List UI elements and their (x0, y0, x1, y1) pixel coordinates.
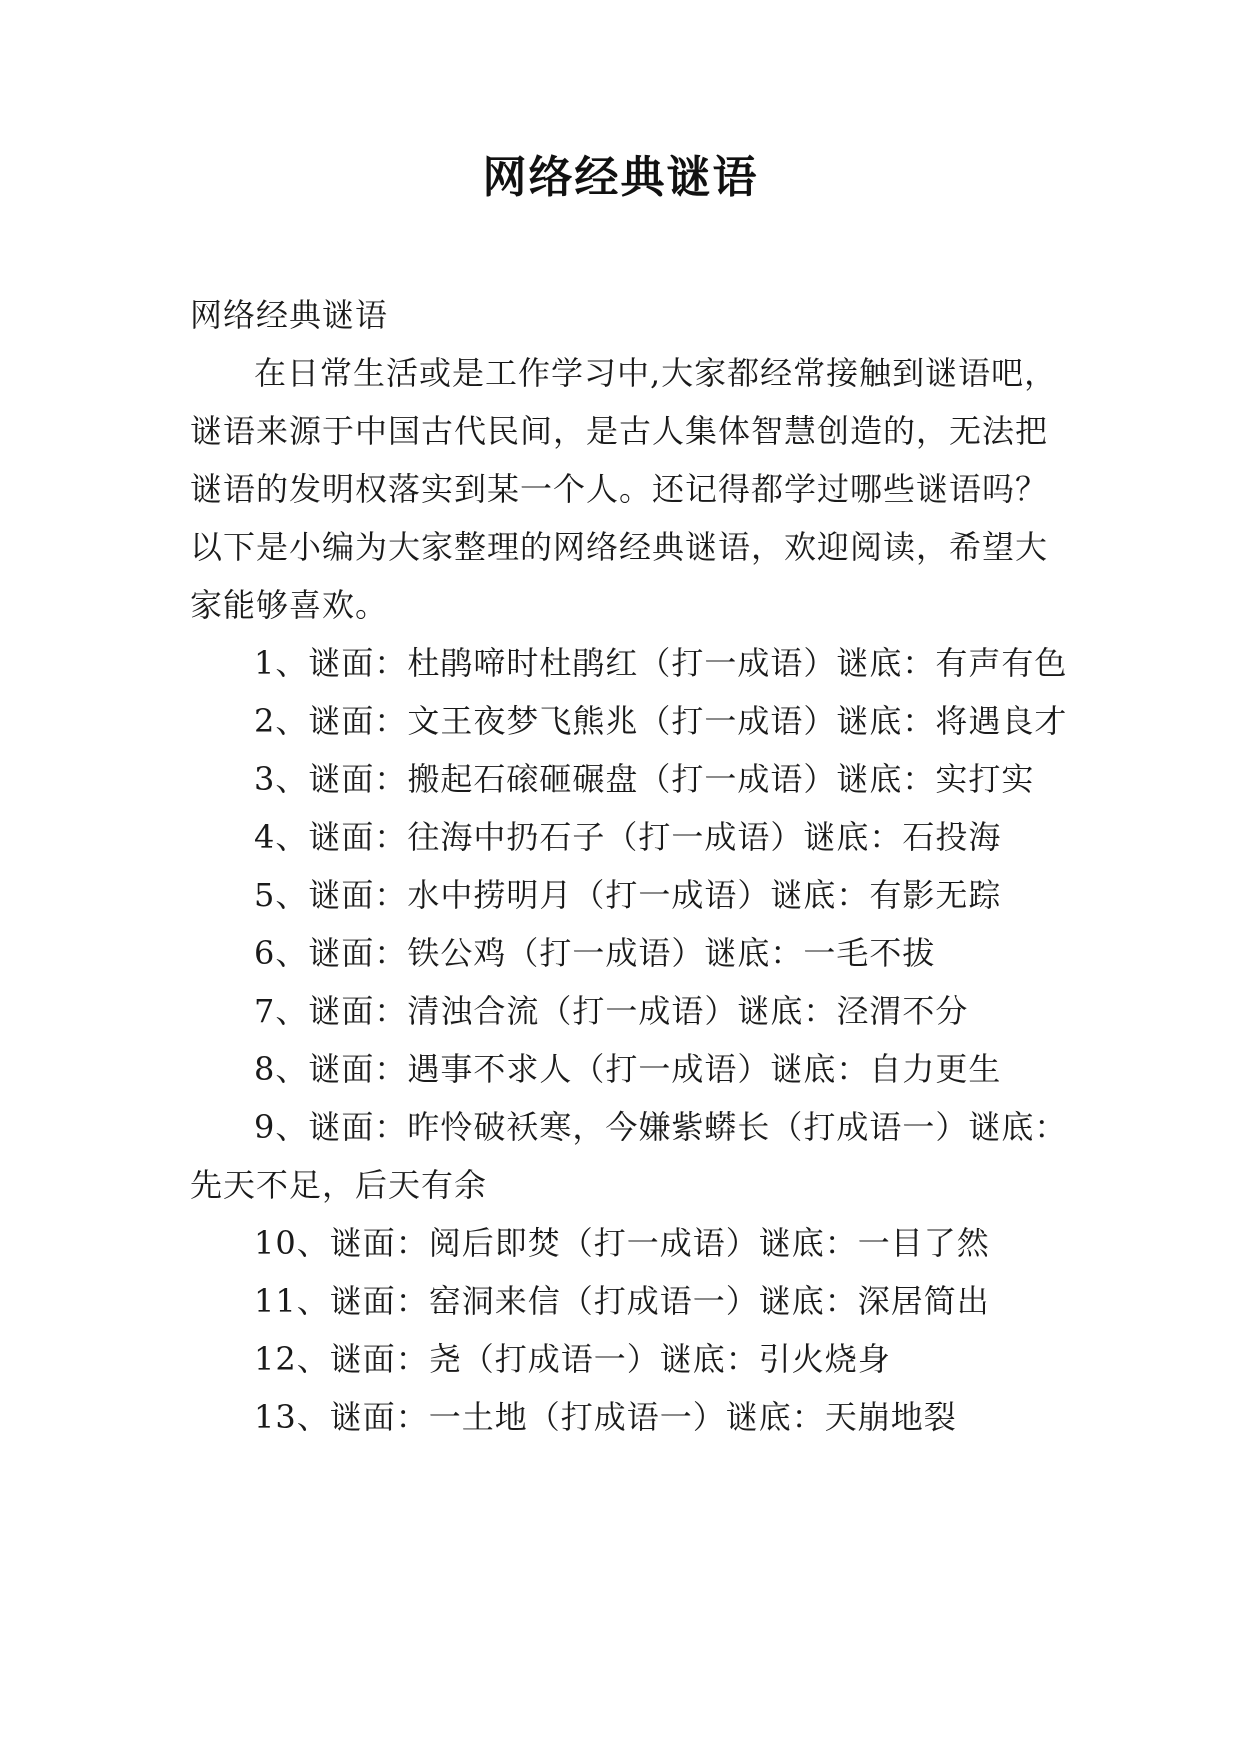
riddle-item: 12、谜面：尧（打成语一）谜底：引火烧身 (254, 1340, 891, 1378)
riddle-item: 3、谜面：搬起石磙砸碾盘（打一成语）谜底：实打实 (254, 760, 1035, 798)
riddle-item: 5、谜面：水中捞明月（打一成语）谜底：有影无踪 (254, 876, 1002, 914)
riddle-item: 7、谜面：清浊合流（打一成语）谜底：泾渭不分 (254, 992, 969, 1030)
riddle-item: 10、谜面：阅后即焚（打一成语）谜底：一目了然 (254, 1224, 990, 1262)
riddle-item: 1、谜面：杜鹃啼时杜鹃红（打一成语）谜底：有声有色 (254, 644, 1068, 682)
riddle-item: 4、谜面：往海中扔石子（打一成语）谜底：石投海 (254, 818, 1002, 856)
riddle-item: 2、谜面：文王夜梦飞熊兆（打一成语）谜底：将遇良才 (254, 702, 1068, 740)
document-body (190, 286, 1070, 1446)
riddle-item: 11、谜面：窑洞来信（打成语一）谜底：深居简出 (254, 1282, 990, 1320)
riddle-item: 6、谜面：铁公鸡（打一成语）谜底：一毛不拔 (254, 934, 936, 972)
subtitle-line: 网络经典谜语 (190, 296, 389, 334)
page-title: 网络经典谜语 (482, 152, 759, 203)
riddle-item: 13、谜面：一土地（打成语一）谜底：天崩地裂 (254, 1398, 957, 1436)
intro-paragraph: 在日常生活或是工作学习中,大家都经常接触到谜语吧，谜语来源于中国古代民间，是古人集体智慧创造的，无法把谜语的发明权落实到某一个人。还记得都学过哪些谜语吗？以下是小编为大家整理的网络经典谜语，欢迎阅读，希望大家能够喜欢。 (190, 354, 1058, 624)
riddle-item: 9、谜面：昨怜破袄寒，今嫌紫蟒长（打成语一）谜底：先天不足，后天有余 (190, 1108, 1068, 1204)
riddle-item: 8、谜面：遇事不求人（打一成语）谜底：自力更生 (254, 1050, 1002, 1088)
